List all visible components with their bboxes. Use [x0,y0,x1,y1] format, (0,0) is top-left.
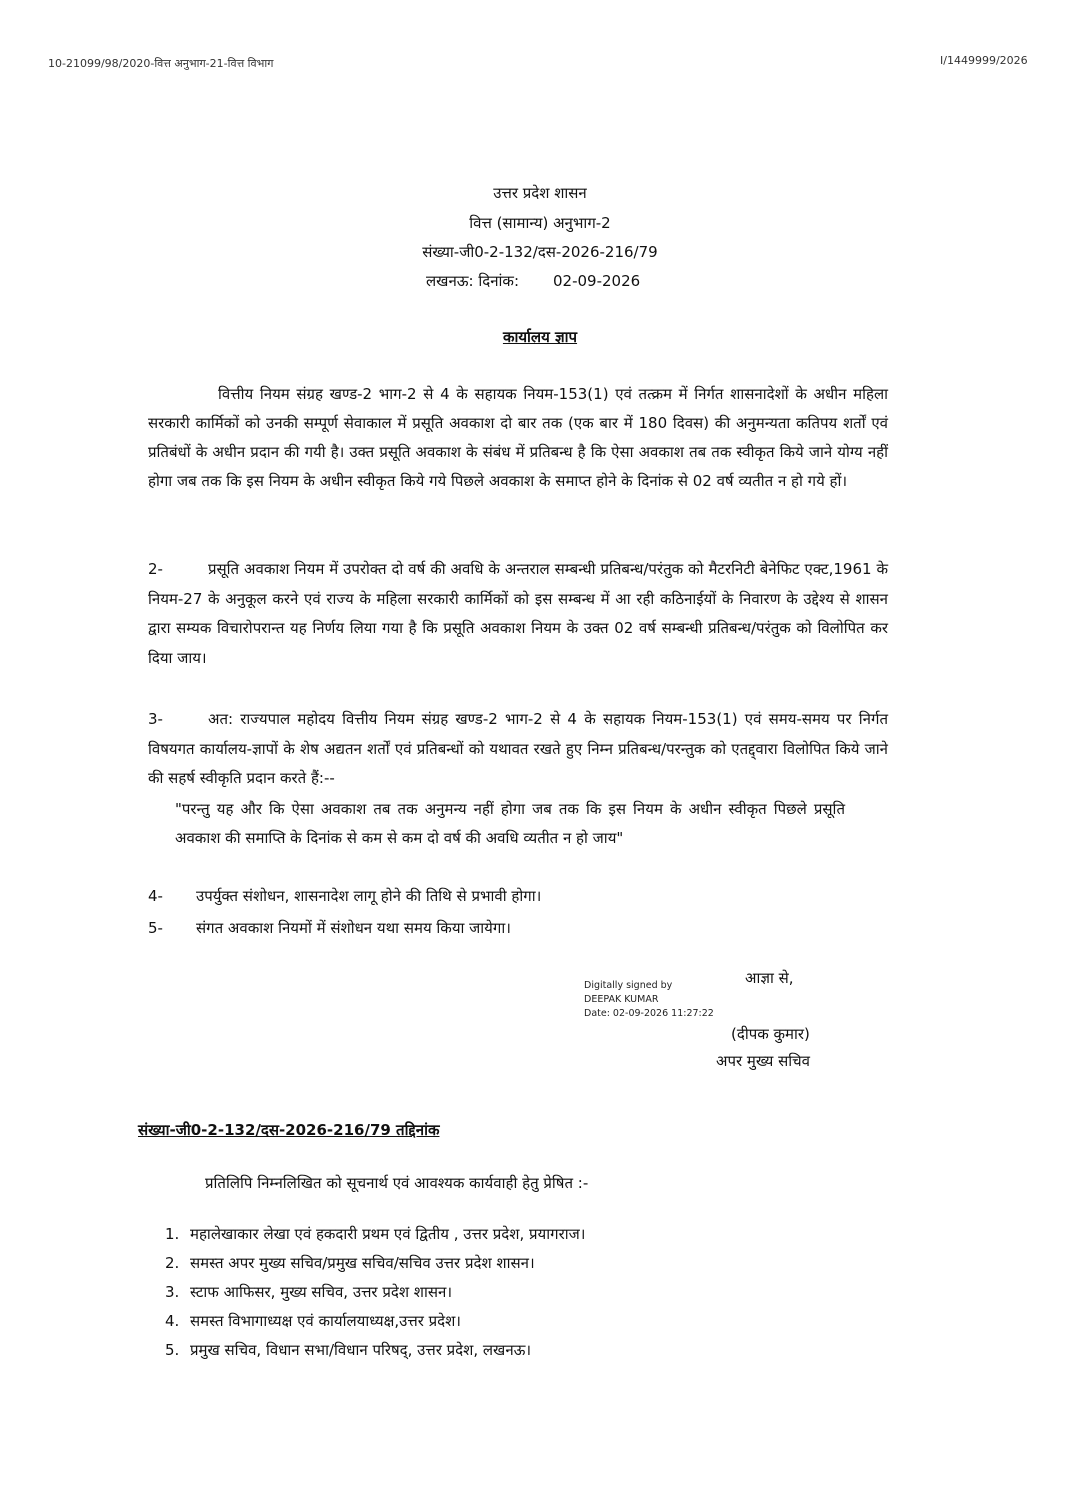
by-order-text: आज्ञा से, [745,969,794,987]
document-heading: कार्यालय ज्ञाप [502,328,578,346]
paragraph-3 [148,705,888,794]
paragraph-2-number: 2- [148,560,163,578]
digital-signature-block [584,979,714,1021]
copy-recipient-list [165,1220,585,1365]
paragraph-5-number: 5- [148,919,163,937]
order-number: संख्या-जी0-2-132/दस-2026-216/79 [422,243,658,261]
paragraph-3-text: अत: राज्यपाल महोदय वित्तीय नियम संग्रह खण्ड-2 भाग-2 से 4 के सहायक नियम-153(1) एवं समय-समय पर निर्गत विषयगत कार्यालय-ज्ञापों के शेष अद्यतन शर्तों एवं प्रतिबन्धों को यथावत रखते हुए निम्न प्रतिबन्ध/परन्तुक को एतद्द्वारा विलोपित किये जाने की सहर्ष स्वीकृति प्रदान करते हैं:-- [148,710,888,787]
receipt-number-header: I/1449999/2026 [940,54,1028,67]
list-item: 2. समस्त अपर मुख्य सचिव/प्रमुख सचिव/सचिव उत्तर प्रदेश शासन। [165,1254,535,1272]
paragraph-4 [148,886,541,906]
paragraph-2-text: प्रसूति अवकाश नियम में उपरोक्त दो वर्ष की अवधि के अन्तराल सम्बन्धी प्रतिबन्ध/परंतुक को मैटरनिटी बेनेफिट एक्ट,1961 के नियम-27 के अनुकूल करने एवं राज्य के महिला सरकारी कार्मिकों को इस सम्बन्ध में आ रही कठिनाईयों के निवारण के उद्देश्य से शासन द्वारा सम्यक विचारोपरान्त यह निर्णय लिया गया है कि प्रसूति अवकाश नियम के उक्त 02 वर्ष सम्बन्धी प्रतिबन्ध/परंतुक को विलोपित कर दिया जाय। [148,560,888,667]
file-reference-header: 10-21099/98/2020-वित्त अनुभाग-21-वित्त विभाग [48,57,274,70]
paragraph-3-number: 3- [148,710,163,728]
deleted-proviso-quote: "परन्तु यह और कि ऐसा अवकाश तब तक अनुमन्य नहीं होगा जब तक कि इस नियम के अधीन स्वीकृत पिछले प्रसूति अवकाश की समाप्ति के दिनांक से कम से कम दो वर्ष की अवधि व्यतीत न हो जाय" [175,800,845,847]
list-item: 3. स्टाफ आफिसर, मुख्य सचिव, उत्तर प्रदेश शासन। [165,1283,453,1301]
list-item: 4. समस्त विभागाध्यक्ष एवं कार्यालयाध्यक्ष,उत्तर प्रदेश। [165,1312,461,1330]
paragraph-4-text: उपर्युक्त संशोधन, शासनादेश लागू होने की तिथि से प्रभावी होगा। [196,887,542,905]
list-item: 1. महालेखाकार लेखा एवं हकदारी प्रथम एवं द्वितीय , उत्तर प्रदेश, प्रयागराज। [165,1225,586,1243]
signatory-name: (दीपक कुमार) [731,1025,810,1043]
paragraph-5 [148,918,511,938]
digital-signature-line-1: Digitally signed by [584,980,673,991]
paragraph-1-text: वित्तीय नियम संग्रह खण्ड-2 भाग-2 से 4 के सहायक नियम-153(1) एवं तत्क्रम में निर्गत शासनादेशों के अधीन महिला सरकारी कार्मिकों को उनकी सम्पूर्ण सेवाकाल में प्रसूति अवकाश दो बार तक (एक बार में 180 दिवस) की अनुमन्यता कतिपय शर्तों एवं प्रतिबंधों के अधीन प्रदान की गयी है। उक्त प्रसूति अवकाश के संबंध में प्रतिबन्ध है कि ऐसा अवकाश तब तक स्वीकृत किये जाने योग्य नहीं होगा जब तक कि इस नियम के अधीन स्वीकृत किये गये पिछले अवकाश के समाप्त होने के दिनांक से 02 वर्ष व्यतीत न हो गये हों। [148,385,888,490]
paragraph-5-text: संगत अवकाश नियमों में संशोधन यथा समय किया जायेगा। [196,919,511,937]
digital-signature-name: DEEPAK KUMAR [584,994,659,1005]
government-name: उत्तर प्रदेश शासन [493,184,587,202]
copy-reference-number: संख्या-जी0-2-132/दस-2026-216/79 तद्दिनांक [138,1121,440,1139]
order-date: 02-09-2026 [553,272,641,290]
signatory-designation: अपर मुख्य सचिव [716,1052,810,1070]
digital-signature-date: Date: 02-09-2026 11:27:22 [584,1008,714,1019]
place-date-line [426,271,640,291]
paragraph-2 [148,555,888,673]
copy-forward-intro: प्रतिलिपि निम्नलिखित को सूचनार्थ एवं आवश्यक कार्यवाही हेतु प्रेषित :- [205,1174,589,1192]
place-date-label: लखनऊ: दिनांक: [426,272,519,290]
paragraph-4-number: 4- [148,887,163,905]
paragraph-1 [148,380,888,496]
list-item: 5. प्रमुख सचिव, विधान सभा/विधान परिषद्, उत्तर प्रदेश, लखनऊ। [165,1341,532,1359]
department-section: वित्त (सामान्य) अनुभाग-2 [469,214,611,232]
